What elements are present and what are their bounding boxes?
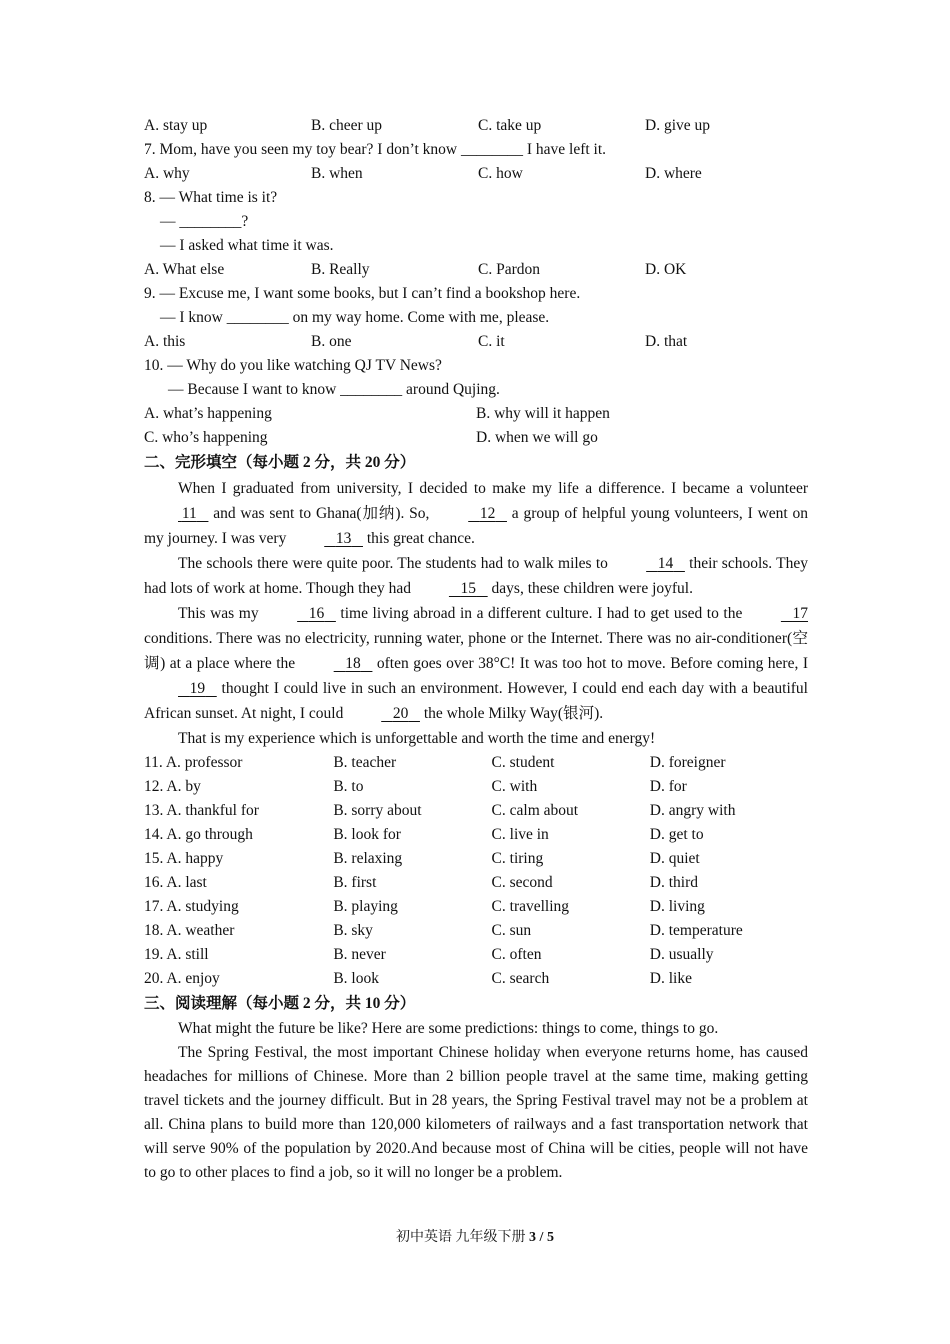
- blank-12: 12: [479, 505, 496, 522]
- option: D. that: [645, 333, 688, 350]
- option: 14. A. go through: [144, 826, 253, 843]
- option: C. Pardon: [478, 261, 540, 278]
- cloze-options: [144, 751, 808, 991]
- q9-options: [144, 330, 808, 354]
- blank-17: 17: [792, 605, 809, 622]
- cloze-option-row: [144, 847, 808, 871]
- exam-page: [144, 114, 808, 1185]
- option: C. search: [491, 970, 550, 987]
- q8-stem: 8. — What time is it?: [144, 189, 278, 206]
- option: B. why will it happen: [476, 405, 610, 422]
- option: A. stay up: [144, 117, 208, 134]
- section3-heading: 三、阅读理解（每小题 2 分，共 10 分）: [144, 995, 416, 1012]
- cloze-paragraph-1: When I graduated from university, I decided to make my life a difference. I became a volunteer 11 and was sent to Ghana(加纳). So, 12 a group of helpful young volunteers, I went on my journey. I was very 13 this great chance.: [144, 476, 808, 551]
- page-footer: [0, 1228, 950, 1248]
- cloze-option-row: [144, 799, 808, 823]
- option: D. third: [649, 874, 698, 891]
- cloze-option-row: [144, 823, 808, 847]
- option: 11. A. professor: [144, 754, 243, 771]
- option: C. calm about: [491, 802, 579, 819]
- cloze-option-row: [144, 967, 808, 991]
- q8-reply1: — ________?: [160, 213, 249, 230]
- q10-stem: 10. — Why do you like watching QJ TV News?: [144, 357, 442, 374]
- page-separator: /: [536, 1230, 547, 1245]
- q7-options: [144, 162, 808, 186]
- option: D. like: [649, 970, 692, 987]
- cloze-option-row: [144, 943, 808, 967]
- option: C. take up: [478, 117, 542, 134]
- option: D. for: [649, 778, 687, 795]
- page-number: 3: [529, 1230, 537, 1245]
- option: A. What else: [144, 261, 225, 278]
- blank-11: 11: [181, 505, 197, 522]
- q8-options: [144, 258, 808, 282]
- option: D. usually: [649, 946, 714, 963]
- option: 18. A. weather: [144, 922, 235, 939]
- option: D. get to: [649, 826, 704, 843]
- option: B. to: [333, 778, 364, 795]
- q10-options-row1: [144, 402, 808, 426]
- option: B. look for: [333, 826, 401, 843]
- option: D. angry with: [649, 802, 736, 819]
- option: C. how: [478, 165, 523, 182]
- option: A. this: [144, 333, 186, 350]
- option: D. quiet: [649, 850, 700, 867]
- option: B. one: [311, 333, 352, 350]
- option: C. second: [491, 874, 553, 891]
- option: D. OK: [645, 261, 687, 278]
- option: B. teacher: [333, 754, 397, 771]
- option: C. it: [478, 333, 505, 350]
- option: A. why: [144, 165, 190, 182]
- option: C. with: [491, 778, 538, 795]
- option: C. live in: [491, 826, 549, 843]
- option: 16. A. last: [144, 874, 207, 891]
- option: B. relaxing: [333, 850, 403, 867]
- option: C. tiring: [491, 850, 544, 867]
- q9-stem: 9. — Excuse me, I want some books, but I can’t find a bookshop here.: [144, 285, 581, 302]
- blank-15: 15: [460, 580, 477, 597]
- page-total: 5: [546, 1230, 554, 1245]
- option: B. look: [333, 970, 379, 987]
- option: B. sky: [333, 922, 373, 939]
- option: 20. A. enjoy: [144, 970, 220, 987]
- q10-options-row2: [144, 426, 808, 450]
- blank-16: 16: [308, 605, 325, 622]
- option: D. living: [649, 898, 705, 915]
- q6-options: [144, 114, 808, 138]
- option: C. travelling: [491, 898, 570, 915]
- blank-14: 14: [657, 555, 674, 572]
- option: 12. A. by: [144, 778, 201, 795]
- cloze-paragraph-3: This was my 16 time living abroad in a different culture. I had to get used to the 17 conditions. There was no electricity, running water, phone or the Internet. There was no air-conditioner(空调) at a place where the 18 often goes over 38°C! It was too hot to move. Before coming here, I 19 thought I could live in such an environment. However, I could end each day with a beautiful African sunset. At night, I could 20 the whole Milky Way(银河).: [144, 601, 808, 726]
- option: A. what’s happening: [144, 405, 272, 422]
- blank-18: 18: [345, 655, 361, 672]
- q9-reply: — I know ________ on my way home. Come with me, please.: [160, 309, 550, 326]
- reading-paragraph-1: What might the future be like? Here are some predictions: things to come, things to go.: [178, 1020, 719, 1037]
- reading-paragraph-2: The Spring Festival, the most important Chinese holiday when everyone returns home, has caused headaches for millions of Chinese. More than 2 billion people travel at the same time, making getting travel tickets and the journey difficult. But in 28 years, the Spring Festival travel may not be a problem at all. China plans to build more than 120,000 kilometers of railways and a fast transportation network that will serve 90% of the population by 2020.And because most of China will be cities, people will not have to go to other places to find a job, so it will no longer be a problem.: [144, 1044, 808, 1181]
- footer-text: 初中英语 九年级下册: [396, 1230, 530, 1245]
- option: C. often: [491, 946, 542, 963]
- option: 13. A. thankful for: [144, 802, 259, 819]
- option: D. give up: [645, 117, 711, 134]
- q8-reply2: — I asked what time it was.: [160, 237, 334, 254]
- option: B. Really: [311, 261, 370, 278]
- blank-13: 13: [335, 530, 352, 547]
- option: B. first: [333, 874, 377, 891]
- option: B. when: [311, 165, 363, 182]
- option: C. who’s happening: [144, 429, 268, 446]
- q7-stem: 7. Mom, have you seen my toy bear? I don’t know ________ I have left it.: [144, 141, 607, 158]
- option: 19. A. still: [144, 946, 209, 963]
- option: C. sun: [491, 922, 532, 939]
- cloze-option-row: [144, 751, 808, 775]
- q10-reply: — Because I want to know ________ around Qujing.: [168, 381, 500, 398]
- blank-20: 20: [392, 705, 409, 722]
- section2-heading: 二、完形填空（每小题 2 分，共 20 分）: [144, 454, 416, 471]
- option: D. foreigner: [649, 754, 726, 771]
- cloze-option-row: [144, 871, 808, 895]
- option: B. sorry about: [333, 802, 422, 819]
- option: 17. A. studying: [144, 898, 239, 915]
- cloze-option-row: [144, 895, 808, 919]
- cloze-paragraph-2: The schools there were quite poor. The students had to walk miles to 14 their schools. They had lots of work at home. Though they had 15 days, these children were joyful.: [144, 551, 808, 601]
- option: 15. A. happy: [144, 850, 224, 867]
- cloze-paragraph-4: That is my experience which is unforgettable and worth the time and energy!: [178, 730, 656, 747]
- cloze-option-row: [144, 919, 808, 943]
- option: B. playing: [333, 898, 398, 915]
- option: D. where: [645, 165, 702, 182]
- option: B. cheer up: [311, 117, 383, 134]
- cloze-option-row: [144, 775, 808, 799]
- option: D. temperature: [649, 922, 743, 939]
- option: D. when we will go: [476, 429, 598, 446]
- blank-19: 19: [189, 680, 206, 697]
- option: B. never: [333, 946, 386, 963]
- option: C. student: [491, 754, 555, 771]
